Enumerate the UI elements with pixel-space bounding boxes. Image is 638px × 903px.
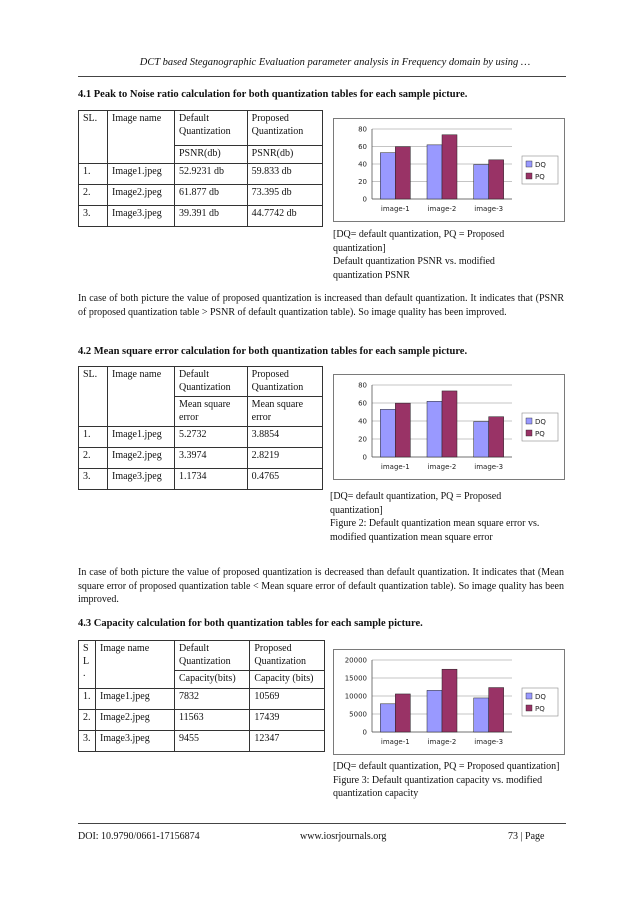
- x-tick-label: image-3: [474, 205, 504, 213]
- table-row: [79, 688, 325, 709]
- table-cell: Image1.jpeg: [108, 427, 175, 448]
- caption-line: Default quantization PSNR vs. modified: [333, 256, 495, 267]
- y-tick-label: 0: [362, 728, 367, 737]
- bar-pq-image-2: [442, 669, 457, 732]
- table-cell: 73.395 db: [247, 184, 322, 205]
- table-cell: Image name: [108, 367, 175, 427]
- caption-line: quantization capacity: [333, 788, 419, 799]
- y-tick-label: 20: [358, 435, 367, 444]
- table-cell: Capacity(bits): [175, 671, 250, 689]
- capacity-chart: [333, 649, 565, 755]
- table-cell: 1.: [79, 163, 108, 184]
- bar-pq-image-2: [442, 391, 457, 457]
- legend-swatch-dq: [526, 418, 532, 424]
- y-tick-label: 0: [362, 195, 367, 204]
- bar-pq-image-1: [395, 403, 410, 457]
- legend-swatch-dq: [526, 161, 532, 167]
- table-cell: Mean square error: [175, 397, 248, 427]
- table-cell: Image name: [96, 641, 175, 689]
- table-cell: 52.9231 db: [175, 163, 248, 184]
- legend-swatch-dq: [526, 693, 532, 699]
- table-cell: Default Quantization: [175, 641, 250, 671]
- bar-dq-image-2: [427, 690, 442, 732]
- table-header-row: [79, 367, 323, 397]
- y-tick-label: 60: [358, 143, 367, 151]
- footer-page-number: 73 | Page: [508, 831, 545, 842]
- footer-site-link[interactable]: www.iosrjournals.org: [300, 831, 387, 842]
- table-cell: 2.: [79, 709, 96, 730]
- table-cell: Image3.jpeg: [108, 205, 175, 226]
- legend-label-pq: PQ: [535, 173, 545, 181]
- legend-label-dq: DQ: [535, 418, 546, 426]
- y-tick-label: 80: [358, 125, 367, 134]
- caption-line: quantization]: [330, 504, 383, 516]
- table-row: [79, 709, 325, 730]
- mse-chart-svg: [334, 375, 564, 479]
- table-header-row: [79, 111, 323, 146]
- bar-pq-image-3: [489, 417, 504, 457]
- table-cell: Proposed Quantization: [247, 111, 322, 146]
- bar-dq-image-3: [474, 165, 489, 199]
- bar-dq-image-3: [474, 698, 489, 732]
- table-cell: Image1.jpeg: [108, 163, 175, 184]
- section-heading-mse: 4.2 Mean square error calculation for both quantization tables for each sample picture.: [78, 346, 468, 357]
- table-cell: 7832: [175, 688, 250, 709]
- bar-dq-image-2: [427, 145, 442, 199]
- footer-doi: DOI: 10.9790/0661-17156874: [78, 831, 200, 842]
- table-cell: 0.4765: [247, 469, 322, 490]
- section-heading-psnr: 4.1 Peak to Noise ratio calculation for both quantization tables for each sample picture.: [78, 89, 468, 100]
- table-header-row: [79, 641, 325, 671]
- header-rule: [78, 76, 566, 77]
- table-cell: 3.8854: [247, 427, 322, 448]
- caption-line: [DQ= default quantization, PQ = Proposed quantization]: [333, 761, 560, 772]
- caption-line: [DQ= default quantization, PQ = Proposed: [333, 229, 505, 240]
- table-cell: 3.: [79, 730, 96, 751]
- table-row: [79, 163, 323, 184]
- table-cell: 1.: [79, 688, 96, 709]
- caption-line: Figure 3: Default quantization capacity vs. modified: [333, 774, 543, 786]
- y-tick-label: 5000: [349, 710, 367, 719]
- table-cell: 5.2732: [175, 427, 248, 448]
- table-cell: 2.: [79, 448, 108, 469]
- y-tick-label: 0: [362, 453, 367, 462]
- capacity-chart-svg: [334, 650, 564, 754]
- bar-pq-image-1: [395, 694, 410, 732]
- legend-label-pq: PQ: [535, 430, 545, 438]
- psnr-caption: [333, 228, 573, 282]
- table-cell: 2.: [79, 184, 108, 205]
- x-tick-label: image-1: [380, 738, 410, 746]
- mse-chart: [333, 374, 565, 480]
- legend-label-dq: DQ: [535, 693, 546, 701]
- table-cell: 44.7742 db: [247, 205, 322, 226]
- bar-pq-image-1: [395, 147, 410, 199]
- table-row: [79, 184, 323, 205]
- footer-rule: [78, 823, 566, 824]
- y-tick-label: 20: [358, 178, 367, 186]
- bar-dq-image-3: [474, 422, 489, 457]
- table-cell: PSNR(db): [175, 146, 248, 164]
- table-cell: Proposed Quantization: [250, 641, 325, 671]
- bar-dq-image-2: [427, 401, 442, 457]
- mse-table: [78, 366, 323, 490]
- table-cell: 39.391 db: [175, 205, 248, 226]
- table-cell: Image1.jpeg: [96, 688, 175, 709]
- table-cell: Image3.jpeg: [108, 469, 175, 490]
- legend-label-dq: DQ: [535, 161, 546, 169]
- capacity-caption: [333, 760, 583, 801]
- x-tick-label: image-3: [474, 463, 504, 471]
- legend-swatch-pq: [526, 173, 532, 179]
- mse-paragraph: In case of both picture the value of proposed quantization is decreased than default quantization. It indicates that (Mean square error of proposed quantization table < Mean square error of default quantization table). So image quality has been improved.: [78, 567, 564, 605]
- bar-dq-image-1: [380, 153, 395, 199]
- table-cell: 59.833 db: [247, 163, 322, 184]
- x-tick-label: image-1: [380, 205, 410, 213]
- y-tick-label: 40: [358, 160, 367, 169]
- table-cell: Image2.jpeg: [108, 184, 175, 205]
- table-row: [79, 730, 325, 751]
- table-cell: 1.: [79, 427, 108, 448]
- table-cell: 3.3974: [175, 448, 248, 469]
- table-cell: Default Quantization: [175, 111, 248, 146]
- y-tick-label: 40: [358, 417, 367, 426]
- table-cell: 61.877 db: [175, 184, 248, 205]
- table-cell: 10569: [250, 688, 325, 709]
- table-cell: Capacity (bits): [250, 671, 325, 689]
- table-row: [79, 427, 323, 448]
- y-tick-label: 60: [358, 399, 367, 408]
- table-cell: 3.: [79, 205, 108, 226]
- mse-caption: [330, 490, 570, 544]
- table-row: [79, 469, 323, 490]
- table-cell: Default Quantization: [175, 367, 248, 397]
- table-cell: 12347: [250, 730, 325, 751]
- bar-pq-image-3: [489, 160, 504, 199]
- legend-label-pq: PQ: [535, 705, 545, 713]
- bar-pq-image-3: [489, 688, 504, 732]
- caption-line: Figure 2: Default quantization mean square error vs.: [330, 518, 540, 529]
- table-cell: Image3.jpeg: [96, 730, 175, 751]
- table-cell: 11563: [175, 709, 250, 730]
- x-tick-label: image-1: [380, 463, 410, 471]
- y-tick-label: 80: [358, 381, 367, 390]
- table-cell: 1.1734: [175, 469, 248, 490]
- psnr-paragraph: In case of both picture the value of proposed quantization is increased than default quantization. It indicates that (PSNR of proposed quantization table > PSNR of default quantization table). So image quality has been improved.: [78, 293, 564, 318]
- x-tick-label: image-2: [427, 463, 457, 471]
- table-cell: 2.8219: [247, 448, 322, 469]
- table-cell: S L .: [79, 641, 96, 689]
- psnr-chart: [333, 118, 565, 222]
- table-cell: Image name: [108, 111, 175, 164]
- table-row: [79, 448, 323, 469]
- x-tick-label: image-2: [427, 205, 457, 213]
- table-cell: SL.: [79, 111, 108, 164]
- section-heading-capacity: 4.3 Capacity calculation for both quantization tables for each sample picture.: [78, 618, 423, 629]
- table-cell: SL.: [79, 367, 108, 427]
- psnr-table: [78, 110, 323, 227]
- caption-line: [DQ= default quantization, PQ = Proposed: [330, 491, 502, 502]
- y-tick-label: 10000: [344, 692, 367, 701]
- table-cell: 3.: [79, 469, 108, 490]
- bar-dq-image-1: [380, 704, 395, 732]
- table-row: [79, 205, 323, 226]
- y-tick-label: 20000: [344, 656, 367, 665]
- x-tick-label: image-3: [474, 738, 504, 746]
- capacity-table: [78, 640, 325, 752]
- table-cell: Image2.jpeg: [108, 448, 175, 469]
- psnr-chart-svg: [334, 119, 564, 221]
- caption-line: quantization PSNR: [333, 269, 410, 281]
- legend-swatch-pq: [526, 430, 532, 436]
- caption-line: quantization]: [333, 242, 386, 254]
- running-header: DCT based Steganographic Evaluation parameter analysis in Frequency domain by using …: [139, 57, 531, 68]
- x-tick-label: image-2: [427, 738, 457, 746]
- caption-line: modified quantization mean square error: [330, 531, 493, 543]
- table-cell: Image2.jpeg: [96, 709, 175, 730]
- table-cell: Mean square error: [247, 397, 322, 427]
- bar-pq-image-2: [442, 135, 457, 199]
- legend-swatch-pq: [526, 705, 532, 711]
- table-cell: 9455: [175, 730, 250, 751]
- table-cell: Proposed Quantization: [247, 367, 322, 397]
- y-tick-label: 15000: [344, 674, 367, 683]
- table-cell: 17439: [250, 709, 325, 730]
- table-cell: PSNR(db): [247, 146, 322, 164]
- bar-dq-image-1: [380, 409, 395, 457]
